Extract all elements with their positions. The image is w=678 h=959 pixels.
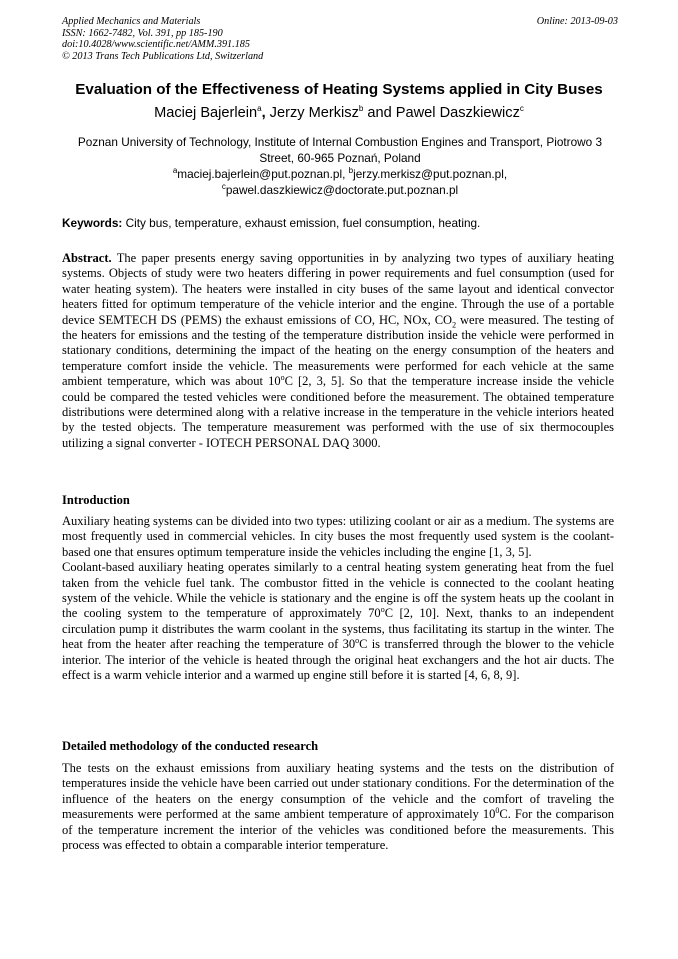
abstract-label: Abstract. xyxy=(62,251,112,265)
section-heading-introduction: Introduction xyxy=(62,493,130,507)
author-name: Maciej Bajerlein xyxy=(154,105,258,121)
abstract-text: were measured. The testing of the heaters for emissions and the testing of the temperature distribution inside the vehicle were performed in stationary conditions, determining the impact of the heating on the energy consumption of the heaters and temperature comfort inside the vehicle. The measurements were performed for each vehicle at the same ambient temperature, which was about 10 xyxy=(62,312,614,389)
author-list xyxy=(40,104,638,122)
paragraph-text: C is transferred through the blower to the vehicle interior. The interior of the vehicle is heated through the original heat exchangers and the hot air ducts. The effect is a warm vehicle interior and a warmed up engine still before it is started [4, 6, 8, 9]. xyxy=(62,637,614,683)
email-link[interactable]: pawel.daszkiewicz@doctorate.put.poznan.pl xyxy=(225,183,459,197)
affiliation: Poznan University of Technology, Institute of Internal Combustion Engines and Transport, Piotrowo 3 Street, 60-965 Poznań, Poland xyxy=(77,135,603,165)
paragraph xyxy=(62,761,614,853)
paragraph-text: The tests on the exhaust emissions from auxiliary heating systems and the tests on the distribution of temperatures inside the vehicle have been carried out under stationary conditions. For the determination of the influence of the heaters on the energy consumption of the vehicle and the comfort of traveling the measurements were performed at the same ambient temperature of approximately 10 xyxy=(62,761,614,822)
email-mark: c xyxy=(221,182,226,192)
degree-mark: 0 xyxy=(495,806,500,816)
journal-header xyxy=(62,16,618,62)
author-name: Jerzy Merkisz xyxy=(265,105,359,121)
degree-mark: o xyxy=(380,605,385,615)
degree-mark: o xyxy=(280,373,285,383)
author-separator: , xyxy=(261,105,266,121)
online-date: Online: 2013-09-03 xyxy=(536,16,618,27)
introduction-body xyxy=(62,514,614,683)
doi-line[interactable]: doi:10.4028/www.scientific.net/AMM.391.185 xyxy=(62,39,250,51)
keywords-label: Keywords: xyxy=(62,216,123,230)
abstract-text: The paper presents energy saving opportunities in by analyzing two types of auxiliary heating systems. Objects of study were two heaters differing in power requirements and fuel consumption (used for water heating system). The heaters were installed in city buses of the same layout and identical convector heaters fitted for optimum temperature of the vehicle interior and the engine. Through the use of a portable device SEMTECH DS (PEMS) the exhaust emissions of CO, HC, NOx, CO xyxy=(62,251,614,327)
email-link[interactable]: maciej.bajerlein@put.poznan.pl, xyxy=(177,167,349,181)
email-mark: b xyxy=(348,166,354,176)
paragraph xyxy=(62,560,614,683)
abstract xyxy=(62,251,614,451)
paragraph-text: C. For the comparison of the temperature increment the interior of the vehicles was conditioned before the measurements. This process was effected to obtain a comparable interior temperature. xyxy=(62,807,614,853)
email-mark: a xyxy=(172,166,178,176)
journal-name: Applied Mechanics and Materials xyxy=(62,16,201,27)
paper-title: Evaluation of the Effectiveness of Heating Systems applied in City Buses xyxy=(75,81,603,98)
abstract-text: C [2, 3, 5]. So that the temperature increase inside the vehicle could be compared the tested vehicles were conditioned before the measurement. The obtained temperature distributions were determined along with a relative increase in the temperature in the vehicle interiors heated by the tested objects. The temperature measurement was performed with the use of six thermocouples utilizing a signal converter - IOTECH PERSONAL DAQ 3000. xyxy=(62,374,614,450)
email-link[interactable]: jerzy.merkisz@put.poznan.pl, xyxy=(353,167,508,181)
issn-line: ISSN: 1662-7482, Vol. 391, pp 185-190 xyxy=(62,27,223,39)
keywords-text: City bus, temperature, exhaust emission, fuel consumption, heating. xyxy=(122,216,481,230)
subscript: 2 xyxy=(452,320,457,330)
author-name: Pawel Daszkiewicz xyxy=(395,105,520,121)
author-affil-mark: b xyxy=(358,104,364,114)
paragraph: Auxiliary heating systems can be divided into two types: utilizing coolant or air as a medium. The systems are most frequently used in commercial vehicles. In city buses the most frequently used system is the coolant-based one that ensures optimum temperature inside the vehicles including the engine [1, 3, 5]. xyxy=(62,514,614,559)
author-separator: and xyxy=(363,105,396,121)
author-affil-mark: a xyxy=(257,104,262,114)
paragraph-text: C [2, 10]. Next, thanks to an independent circulation pump it distributes the warm coolant in the systems, thus facilitating its startup in the winter. The heat from the heater after reaching the temperature of 30 xyxy=(62,606,614,652)
keywords xyxy=(62,215,618,231)
author-emails xyxy=(62,166,618,198)
paragraph-text: Coolant-based auxiliary heating operates similarly to a central heating system generating heat from the fuel taken from the vehicle fuel tank. The combustor fitted in the vehicle is connected to the coolant heating system of the vehicle. While the vehicle is stationary and the engine is off the system heats up the coolant in the cooling system to the temperature of approximately 70 xyxy=(62,560,614,621)
degree-mark: o xyxy=(355,636,360,646)
section-heading-methodology: Detailed methodology of the conducted research xyxy=(62,739,319,753)
copyright-line: © 2013 Trans Tech Publications Ltd, Switzerland xyxy=(62,50,264,62)
methodology-body xyxy=(62,761,614,853)
author-affil-mark: c xyxy=(519,104,524,114)
